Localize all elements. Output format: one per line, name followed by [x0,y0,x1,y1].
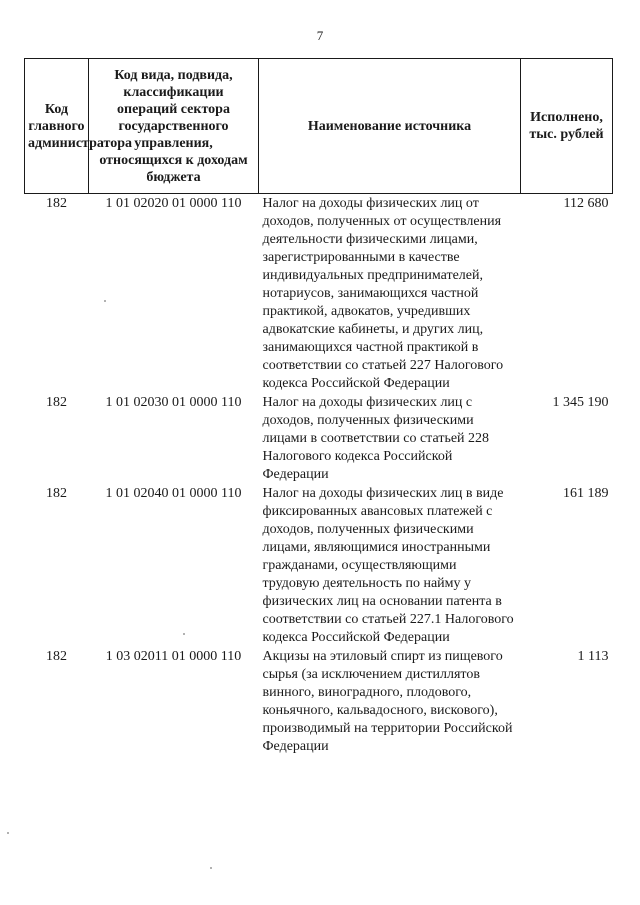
cell-amount: 1 345 190 [552,395,609,410]
table-row [25,647,613,756]
header-admin-code: Код главного администратора [25,59,89,194]
cell-amount: 161 189 [563,486,609,501]
cell-admin: 182 [46,649,67,664]
scan-speck [104,300,106,302]
cell-amount: 1 113 [577,649,609,664]
table-row [25,484,613,647]
table-row [25,393,613,484]
table-body [25,194,613,757]
header-executed: Исполнено, тыс. рублей [521,59,613,194]
header-classification-code: Код вида, подвида, классификации операций сектора государственного управления, относящихся к доходам бюджета [89,59,259,194]
cell-admin: 182 [46,196,67,211]
cell-source-name: Налог на доходы физических лиц в виде фиксированных авансовых платежей с доходов, полученных физическими лицами, являющимися иностранными гражданами, осуществляющими трудовую деятельность по найму у физических лиц на основании патента в соответствии со статьей 227.1 Налогового кодекса Российской Федерации [262,486,514,645]
cell-amount: 112 680 [563,196,609,211]
table-header [25,59,613,194]
cell-source-name: Налог на доходы физических лиц с доходов, полученных физическими лицами в соответствии со статьей 228 Налогового кодекса Российской Федерации [262,395,490,482]
cell-code: 1 01 02040 01 0000 110 [105,486,242,501]
cell-admin: 182 [46,395,67,410]
table-row [25,194,613,394]
cell-code: 1 01 02020 01 0000 110 [105,196,242,211]
revenue-table [24,58,613,756]
cell-code: 1 01 02030 01 0000 110 [105,395,242,410]
cell-admin: 182 [46,486,67,501]
cell-code: 1 03 02011 01 0000 110 [105,649,242,664]
header-source-name: Наименование источника [259,59,521,194]
cell-source-name: Акцизы на этиловый спирт из пищевого сырья (за исключением дистиллятов винного, виноградного, плодового, коньячного, кальвадосного, вискового), производимый на территории Российской Федерации [262,649,513,754]
scan-speck [183,633,185,635]
scan-speck [210,867,212,869]
scan-speck [7,832,9,834]
cell-source-name: Налог на доходы физических лиц от доходов, полученных от осуществления деятельности физическими лицами, зарегистрированными в качестве индивидуальных предпринимателей, нотариусов, занимающихся частной практикой, адвокатов, учредивших адвокатские кабинеты, и других лиц, занимающихся частной практикой в соответствии со статьей 227 Налогового кодекса Российской Федерации [262,196,504,391]
page-number: 7 [316,28,324,43]
